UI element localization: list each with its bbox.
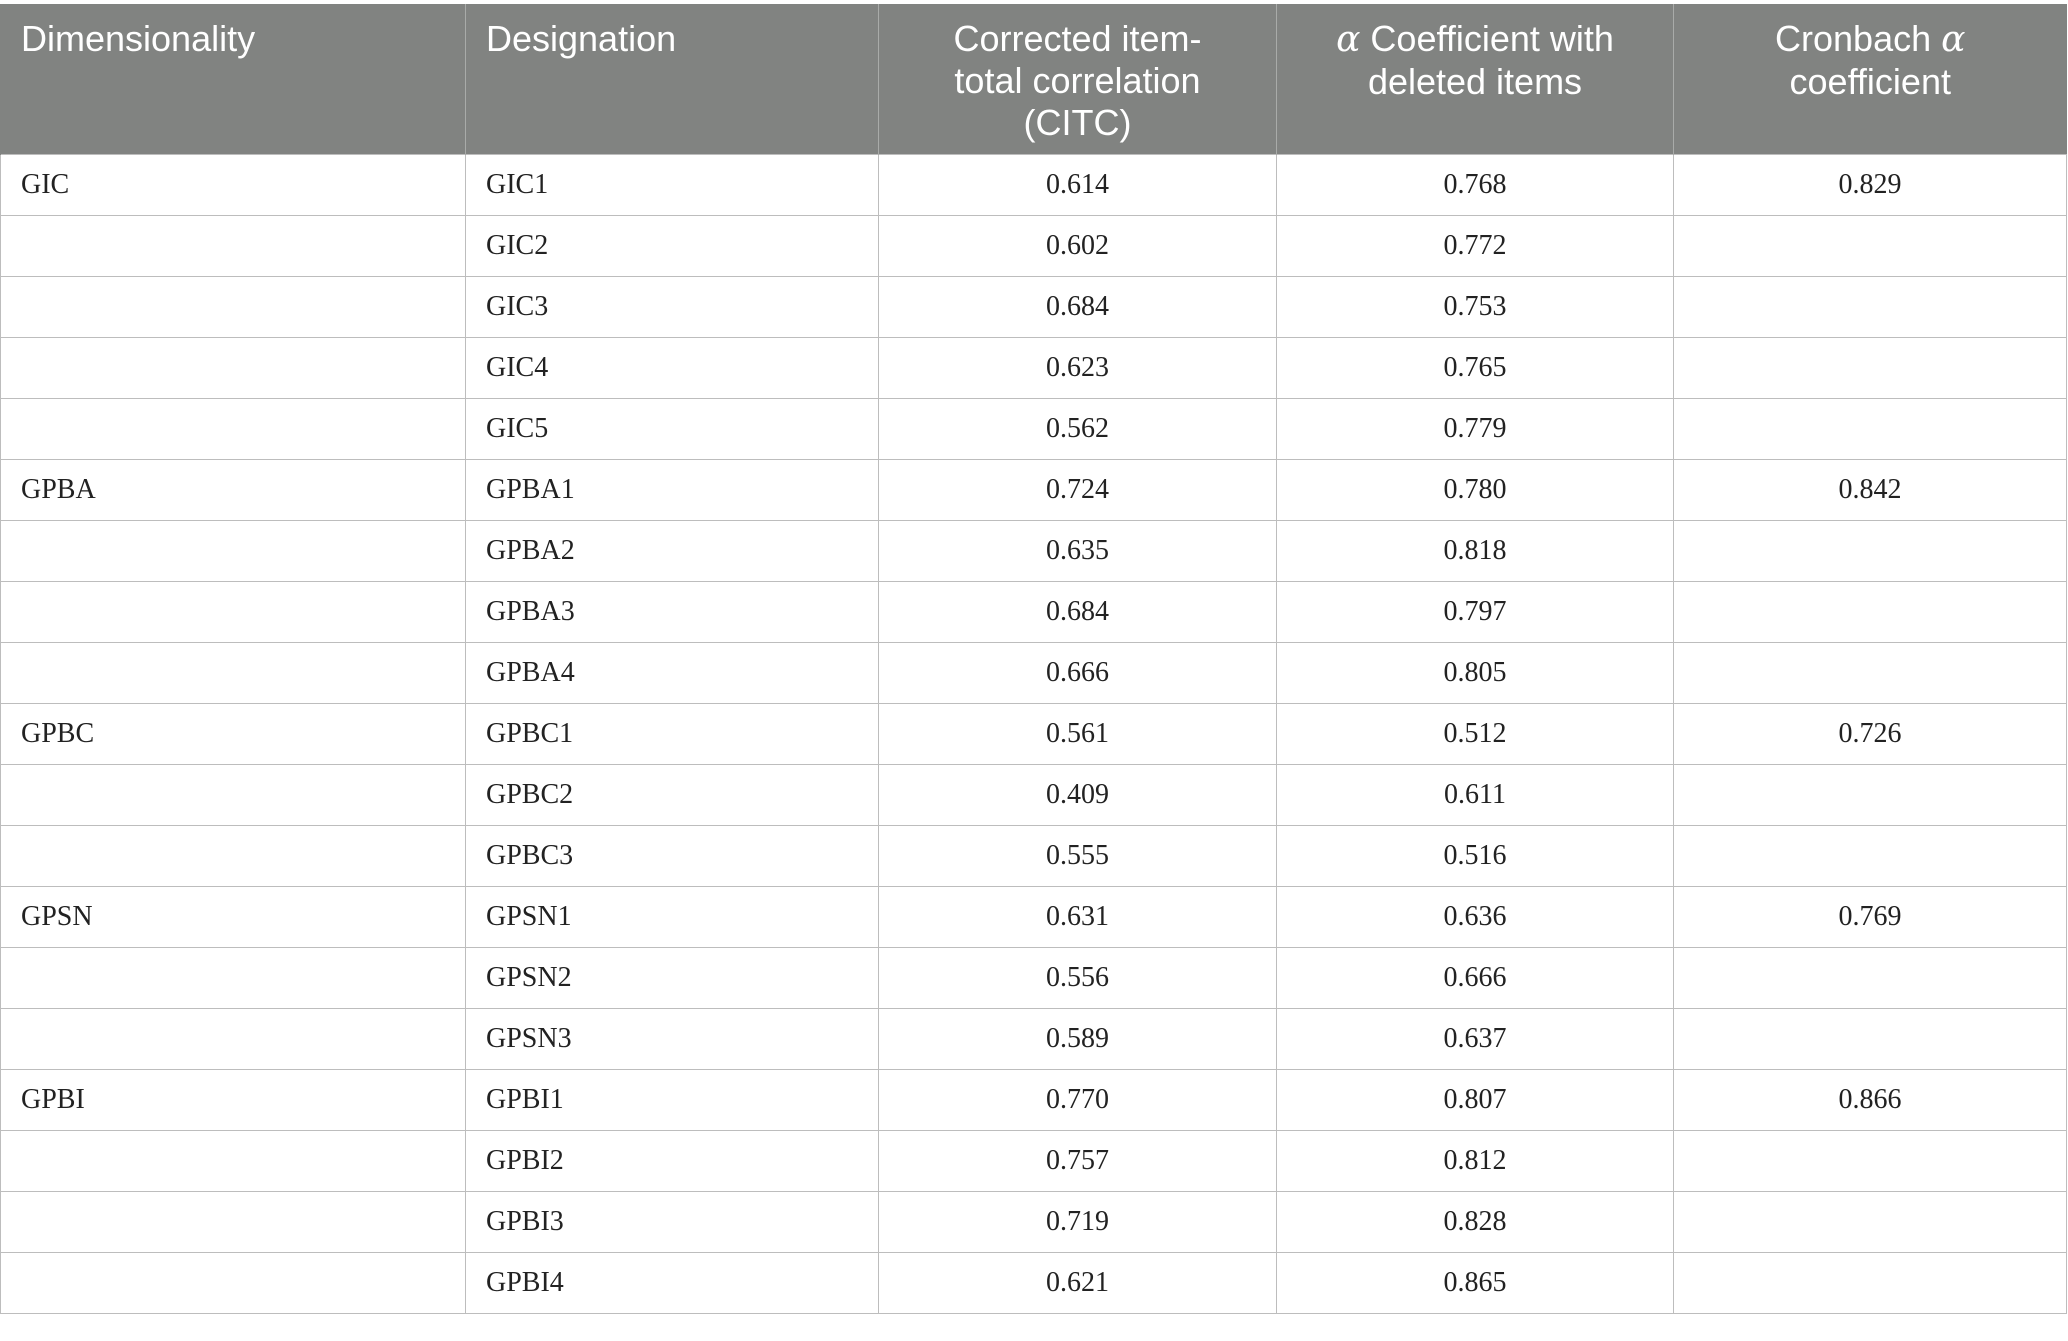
cell-cronbach: 0.726	[1674, 703, 2067, 764]
cell-alpha-deleted: 0.753	[1277, 276, 1674, 337]
cell-designation: GPSN1	[466, 886, 879, 947]
table-row	[1, 154, 2067, 215]
cell-dimensionality: GPBA	[1, 459, 466, 520]
cell-cronbach	[1674, 1252, 2067, 1313]
cell-dimensionality: GPBC	[1, 703, 466, 764]
cell-citc: 0.719	[879, 1191, 1277, 1252]
cell-designation: GIC1	[466, 154, 879, 215]
cell-designation: GIC2	[466, 215, 879, 276]
cell-alpha-deleted: 0.611	[1277, 764, 1674, 825]
cell-designation: GPBA3	[466, 581, 879, 642]
header-alpha-deleted-line2: deleted items	[1367, 61, 1583, 102]
cell-citc: 0.635	[879, 520, 1277, 581]
cell-cronbach: 0.829	[1674, 154, 2067, 215]
cell-designation: GIC3	[466, 276, 879, 337]
cell-dimensionality	[1, 947, 466, 1008]
table-row	[1, 337, 2067, 398]
table-row	[1, 886, 2067, 947]
cell-dimensionality	[1, 215, 466, 276]
cell-citc: 0.561	[879, 703, 1277, 764]
header-alpha-deleted-line1: Coefficient with	[1360, 18, 1614, 59]
cell-designation: GPBA4	[466, 642, 879, 703]
table-row	[1, 642, 2067, 703]
header-designation: Designation	[466, 4, 879, 154]
header-citc-line1: Corrected item-	[953, 18, 1202, 59]
cell-designation: GPBC1	[466, 703, 879, 764]
cell-alpha-deleted: 0.516	[1277, 825, 1674, 886]
cell-dimensionality	[1, 642, 466, 703]
table-row	[1, 276, 2067, 337]
cell-citc: 0.631	[879, 886, 1277, 947]
cell-dimensionality	[1, 276, 466, 337]
table-row	[1, 703, 2067, 764]
cell-citc: 0.623	[879, 337, 1277, 398]
cell-citc: 0.409	[879, 764, 1277, 825]
table-row	[1, 459, 2067, 520]
cell-citc: 0.666	[879, 642, 1277, 703]
cell-dimensionality	[1, 398, 466, 459]
header-cronbach	[1674, 4, 2067, 154]
cell-designation: GIC5	[466, 398, 879, 459]
cell-cronbach	[1674, 764, 2067, 825]
cell-alpha-deleted: 0.772	[1277, 215, 1674, 276]
header-dimensionality: Dimensionality	[1, 4, 466, 154]
cell-designation: GPBI4	[466, 1252, 879, 1313]
cell-dimensionality	[1, 1252, 466, 1313]
cell-cronbach	[1674, 276, 2067, 337]
cell-cronbach	[1674, 825, 2067, 886]
cell-alpha-deleted: 0.765	[1277, 337, 1674, 398]
cell-alpha-deleted: 0.512	[1277, 703, 1674, 764]
header-citc	[879, 4, 1277, 154]
cell-citc: 0.562	[879, 398, 1277, 459]
cell-cronbach: 0.769	[1674, 886, 2067, 947]
cell-alpha-deleted: 0.666	[1277, 947, 1674, 1008]
cell-designation: GPSN2	[466, 947, 879, 1008]
cell-citc: 0.621	[879, 1252, 1277, 1313]
cell-designation: GPBI2	[466, 1130, 879, 1191]
cell-citc: 0.602	[879, 215, 1277, 276]
cell-citc: 0.555	[879, 825, 1277, 886]
table-row	[1, 947, 2067, 1008]
cell-dimensionality	[1, 1191, 466, 1252]
cell-citc: 0.684	[879, 276, 1277, 337]
table-row	[1, 764, 2067, 825]
cell-dimensionality	[1, 581, 466, 642]
cell-citc: 0.556	[879, 947, 1277, 1008]
header-citc-line3: (CITC)	[1023, 102, 1132, 143]
table-row	[1, 1069, 2067, 1130]
cell-cronbach: 0.866	[1674, 1069, 2067, 1130]
header-cronbach-prefix: Cronbach	[1775, 18, 1942, 59]
cell-cronbach: 0.842	[1674, 459, 2067, 520]
table-header	[1, 4, 2067, 154]
cell-designation: GPBI3	[466, 1191, 879, 1252]
table-body	[1, 154, 2067, 1313]
cell-alpha-deleted: 0.768	[1277, 154, 1674, 215]
cell-alpha-deleted: 0.805	[1277, 642, 1674, 703]
cell-alpha-deleted: 0.818	[1277, 520, 1674, 581]
header-alpha-symbol: α	[1336, 19, 1361, 60]
cell-citc: 0.770	[879, 1069, 1277, 1130]
cell-dimensionality: GIC	[1, 154, 466, 215]
table-row	[1, 581, 2067, 642]
header-citc-line2: total correlation	[954, 60, 1201, 101]
cell-dimensionality	[1, 520, 466, 581]
cell-dimensionality	[1, 825, 466, 886]
cell-alpha-deleted: 0.828	[1277, 1191, 1674, 1252]
header-row	[1, 4, 2067, 154]
cell-cronbach	[1674, 398, 2067, 459]
cell-cronbach	[1674, 1130, 2067, 1191]
table-row	[1, 1252, 2067, 1313]
cell-dimensionality	[1, 764, 466, 825]
cell-alpha-deleted: 0.780	[1277, 459, 1674, 520]
cell-designation: GPBC3	[466, 825, 879, 886]
table-row	[1, 825, 2067, 886]
table-row	[1, 215, 2067, 276]
cell-designation: GPBC2	[466, 764, 879, 825]
cell-alpha-deleted: 0.779	[1277, 398, 1674, 459]
cell-alpha-deleted: 0.797	[1277, 581, 1674, 642]
cell-alpha-deleted: 0.636	[1277, 886, 1674, 947]
cell-dimensionality	[1, 1130, 466, 1191]
cell-alpha-deleted: 0.812	[1277, 1130, 1674, 1191]
table-row	[1, 1008, 2067, 1069]
cell-citc: 0.724	[879, 459, 1277, 520]
cell-cronbach	[1674, 1191, 2067, 1252]
cell-citc: 0.684	[879, 581, 1277, 642]
cell-citc: 0.757	[879, 1130, 1277, 1191]
cell-cronbach	[1674, 642, 2067, 703]
cell-designation: GPBA1	[466, 459, 879, 520]
cell-alpha-deleted: 0.637	[1277, 1008, 1674, 1069]
cell-cronbach	[1674, 581, 2067, 642]
reliability-table	[0, 4, 2067, 1314]
cell-dimensionality	[1, 337, 466, 398]
header-cronbach-line2: coefficient	[1789, 61, 1951, 102]
cell-alpha-deleted: 0.807	[1277, 1069, 1674, 1130]
cell-citc: 0.589	[879, 1008, 1277, 1069]
cell-designation: GPSN3	[466, 1008, 879, 1069]
cell-citc: 0.614	[879, 154, 1277, 215]
table-row	[1, 1130, 2067, 1191]
cell-designation: GIC4	[466, 337, 879, 398]
cell-cronbach	[1674, 947, 2067, 1008]
table-row	[1, 398, 2067, 459]
cell-cronbach	[1674, 337, 2067, 398]
cell-designation: GPBA2	[466, 520, 879, 581]
cell-dimensionality: GPBI	[1, 1069, 466, 1130]
table-row	[1, 520, 2067, 581]
cell-alpha-deleted: 0.865	[1277, 1252, 1674, 1313]
cell-designation: GPBI1	[466, 1069, 879, 1130]
table-row	[1, 1191, 2067, 1252]
cell-cronbach	[1674, 520, 2067, 581]
cell-cronbach	[1674, 215, 2067, 276]
header-alpha-deleted	[1277, 4, 1674, 154]
header-cronbach-alpha-symbol: α	[1941, 19, 1966, 60]
cell-dimensionality: GPSN	[1, 886, 466, 947]
cell-dimensionality	[1, 1008, 466, 1069]
cell-cronbach	[1674, 1008, 2067, 1069]
